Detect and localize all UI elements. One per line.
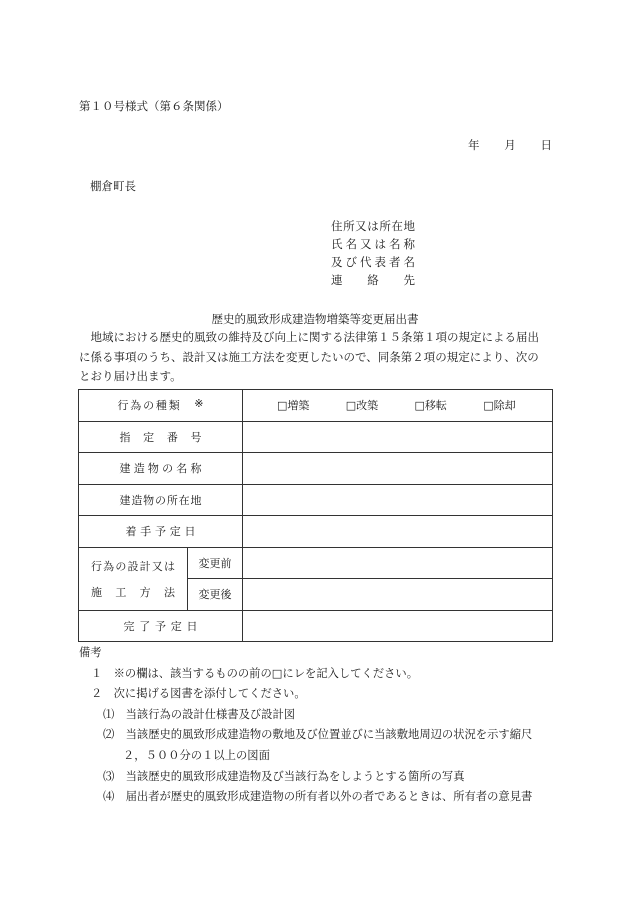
body-line: とおり届け出ます。 — [79, 369, 182, 383]
document-title: 歴史的風致形成建造物増築等変更届出書 — [211, 312, 419, 326]
applicant-representative-label: 及 び 代 表 者 名 — [331, 255, 415, 269]
option-relocate-checkbox[interactable]: □移転 — [414, 399, 447, 413]
design-method-label: 行 為 の 設 計 又 は 施 工 方 法 — [79, 547, 188, 610]
applicant-address-label: 住 所 又 は 所 在 地 — [331, 219, 415, 233]
completion-date-field[interactable] — [243, 610, 553, 642]
designation-number-label: 指 定 番 号 — [79, 421, 243, 453]
table-row-building-name — [79, 453, 553, 485]
table-row-design-before — [79, 547, 553, 579]
note-item: １ ※の欄は、該当するものの前の□にレを記入してください。 — [91, 666, 418, 680]
date-line — [468, 137, 552, 153]
applicant-block — [331, 217, 415, 289]
note-item: ２ 次に掲げる図書を添付してください。 — [91, 687, 306, 701]
note-sub-item: ⑴ 当該行為の設計仕様書及び設計図 — [103, 707, 296, 721]
building-name-field[interactable] — [243, 453, 553, 485]
date-day-label: 日 — [540, 138, 552, 152]
act-type-options — [243, 390, 553, 422]
addressee: 棚倉町長 — [90, 179, 136, 193]
note-sub-item: ⑵ 当該歴史的風致形成建造物の敷地及び位置並びに当該敷地周辺の状況を示す縮尺 — [103, 728, 533, 742]
after-change-field[interactable] — [243, 579, 553, 611]
after-change-label: 変更後 — [188, 579, 243, 611]
completion-date-label: 完 了 予 定 日 — [79, 610, 243, 642]
before-change-field[interactable] — [243, 547, 553, 579]
notes-heading: 備考 — [79, 646, 102, 659]
table-row-completion-date — [79, 610, 553, 642]
notification-form-table — [78, 389, 553, 642]
applicant-contact-label: 連 絡 先 — [331, 273, 415, 287]
note-sub-item: ⑷ 届出者が歴史的風致形成建造物の所有者以外の者であるときは、所有者の意見書 — [103, 790, 533, 804]
note-sub-item-continuation: ２，５００分の１以上の図面 — [123, 748, 270, 762]
start-date-label: 着 手 予 定 日 — [79, 516, 243, 548]
date-month-label: 月 — [504, 138, 516, 152]
designation-number-field[interactable] — [243, 421, 553, 453]
act-type-label: 行 為 の 種 類 ※ — [79, 390, 243, 422]
body-line: 地域における歴史的風致の維持及び向上に関する法律第１５条第１項の規定による届出 — [79, 330, 539, 344]
form-number: 第１０号様式（第６条関係） — [79, 99, 229, 113]
start-date-field[interactable] — [243, 516, 553, 548]
table-row-start-date — [79, 516, 553, 548]
notes-section — [79, 643, 532, 808]
table-row-building-location — [79, 484, 553, 516]
table-row-act-type — [79, 390, 553, 422]
option-remove-checkbox[interactable]: □除却 — [483, 399, 516, 413]
table-row-designation-number — [79, 421, 553, 453]
applicant-name-label: 氏 名 又 は 名 称 — [331, 237, 415, 251]
building-location-field[interactable] — [243, 484, 553, 516]
building-location-label: 建 造 物 の 所 在 地 — [79, 484, 243, 516]
note-sub-item: ⑶ 当該歴史的風致形成建造物及び当該行為をしようとする箇所の写真 — [103, 769, 465, 783]
building-name-label: 建 造 物 の 名 称 — [79, 453, 243, 485]
body-line: に係る事項のうち、設計又は施工方法を変更したいので、同条第２項の規定により、次の — [79, 349, 539, 364]
before-change-label: 変更前 — [188, 547, 243, 579]
option-extension-checkbox[interactable]: □増築 — [277, 399, 310, 413]
body-paragraph — [79, 328, 551, 387]
option-rebuild-checkbox[interactable]: □改築 — [345, 399, 379, 413]
date-year-label: 年 — [468, 138, 480, 152]
